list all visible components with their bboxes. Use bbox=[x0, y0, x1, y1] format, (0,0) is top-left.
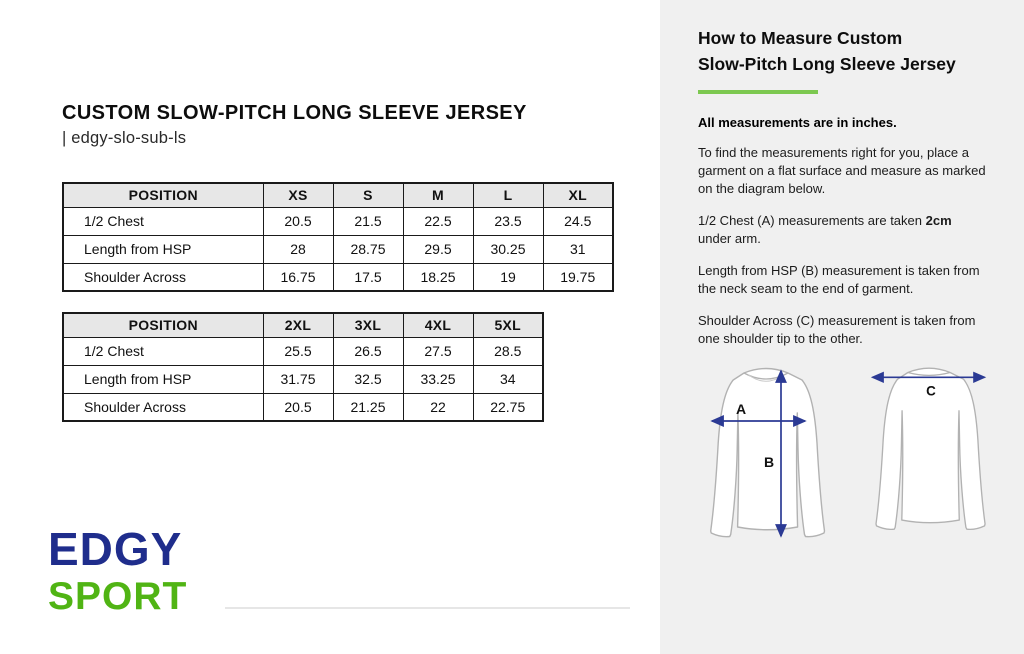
measurement-cell: 19 bbox=[473, 263, 543, 291]
footer-divider bbox=[225, 607, 630, 609]
measurement-cell: 33.25 bbox=[403, 365, 473, 393]
product-code: | edgy-slo-sub-ls bbox=[62, 129, 187, 147]
column-header: POSITION bbox=[63, 183, 263, 207]
measurement-cell: 25.5 bbox=[263, 337, 333, 365]
table-row bbox=[63, 337, 543, 365]
measurement-cell: 23.5 bbox=[473, 207, 543, 235]
measurement-cell: 24.5 bbox=[543, 207, 613, 235]
table-row bbox=[63, 235, 613, 263]
jersey-front-outline bbox=[711, 369, 825, 537]
column-header: S bbox=[333, 183, 403, 207]
position-cell: Length from HSP bbox=[63, 365, 263, 393]
measurement-cell: 27.5 bbox=[403, 337, 473, 365]
measurement-cell: 22.75 bbox=[473, 393, 543, 421]
measurement-cell: 28.5 bbox=[473, 337, 543, 365]
logo-word-edgy: EDGY bbox=[48, 523, 183, 575]
table-row bbox=[63, 263, 613, 291]
position-cell: Shoulder Across bbox=[63, 263, 263, 291]
chest-paragraph-text2: under arm. bbox=[698, 231, 761, 246]
label-a: A bbox=[735, 401, 747, 417]
sidebar-title bbox=[698, 25, 986, 77]
measurement-cell: 28.75 bbox=[333, 235, 403, 263]
measurement-cell: 22 bbox=[403, 393, 473, 421]
hsp-paragraph: Length from HSP (B) measurement is taken from the neck seam to the end of garment. bbox=[698, 263, 980, 296]
measurement-cell: 29.5 bbox=[403, 235, 473, 263]
column-header: 5XL bbox=[473, 313, 543, 337]
measurement-cell: 20.5 bbox=[263, 393, 333, 421]
label-b: B bbox=[763, 454, 775, 470]
measurement-cell: 31 bbox=[543, 235, 613, 263]
logo-word-sport: SPORT bbox=[48, 575, 188, 618]
chest-paragraph-text: 1/2 Chest (A) measurements are taken bbox=[698, 213, 926, 228]
measurement-cell: 34 bbox=[473, 365, 543, 393]
size-table-xs-xl bbox=[62, 182, 614, 292]
column-header: POSITION bbox=[63, 313, 263, 337]
sidebar-title-line1: How to Measure Custom bbox=[698, 28, 903, 48]
table-row bbox=[63, 365, 543, 393]
table-row bbox=[63, 207, 613, 235]
sidebar-title-line2: Slow-Pitch Long Sleeve Jersey bbox=[698, 54, 956, 74]
column-header: 4XL bbox=[403, 313, 473, 337]
measurement-cell: 19.75 bbox=[543, 263, 613, 291]
table-header-row bbox=[63, 313, 543, 337]
table-row bbox=[63, 393, 543, 421]
position-cell: 1/2 Chest bbox=[63, 207, 263, 235]
jersey-diagrams bbox=[698, 361, 986, 553]
jersey-back-diagram bbox=[859, 361, 999, 545]
label-c: C bbox=[926, 383, 936, 399]
measurement-cell: 26.5 bbox=[333, 337, 403, 365]
chest-paragraph-bold: 2cm bbox=[925, 213, 952, 228]
position-cell: Length from HSP bbox=[63, 235, 263, 263]
measure-guide-sidebar bbox=[660, 0, 1024, 654]
measurement-cell: 32.5 bbox=[333, 365, 403, 393]
shoulder-paragraph: Shoulder Across (C) measurement is taken from one shoulder tip to the other. bbox=[698, 313, 976, 346]
instructions-paragraph: To find the measurements right for you, place a garment on a flat surface and measure as marked on the diagram below. bbox=[698, 145, 986, 196]
measurement-cell: 20.5 bbox=[263, 207, 333, 235]
accent-rule bbox=[698, 90, 818, 94]
column-header: 2XL bbox=[263, 313, 333, 337]
table-header-row bbox=[63, 183, 613, 207]
jersey-front-diagram bbox=[693, 361, 839, 553]
chest-paragraph bbox=[698, 212, 986, 248]
page-title: CUSTOM SLOW-PITCH LONG SLEEVE JERSEY bbox=[62, 102, 527, 124]
column-header: M bbox=[403, 183, 473, 207]
column-header: XL bbox=[543, 183, 613, 207]
measurement-cell: 18.25 bbox=[403, 263, 473, 291]
position-cell: Shoulder Across bbox=[63, 393, 263, 421]
column-header: XS bbox=[263, 183, 333, 207]
column-header: 3XL bbox=[333, 313, 403, 337]
measurement-cell: 28 bbox=[263, 235, 333, 263]
measurement-cell: 30.25 bbox=[473, 235, 543, 263]
measurement-cell: 22.5 bbox=[403, 207, 473, 235]
measurement-cell: 31.75 bbox=[263, 365, 333, 393]
position-cell: 1/2 Chest bbox=[63, 337, 263, 365]
size-table-2xl-5xl bbox=[62, 312, 544, 422]
measurement-cell: 17.5 bbox=[333, 263, 403, 291]
measurement-cell: 21.25 bbox=[333, 393, 403, 421]
units-note: All measurements are in inches. bbox=[698, 115, 897, 130]
edgy-sport-logo bbox=[48, 523, 188, 618]
measurement-cell: 21.5 bbox=[333, 207, 403, 235]
measurement-cell: 16.75 bbox=[263, 263, 333, 291]
column-header: L bbox=[473, 183, 543, 207]
